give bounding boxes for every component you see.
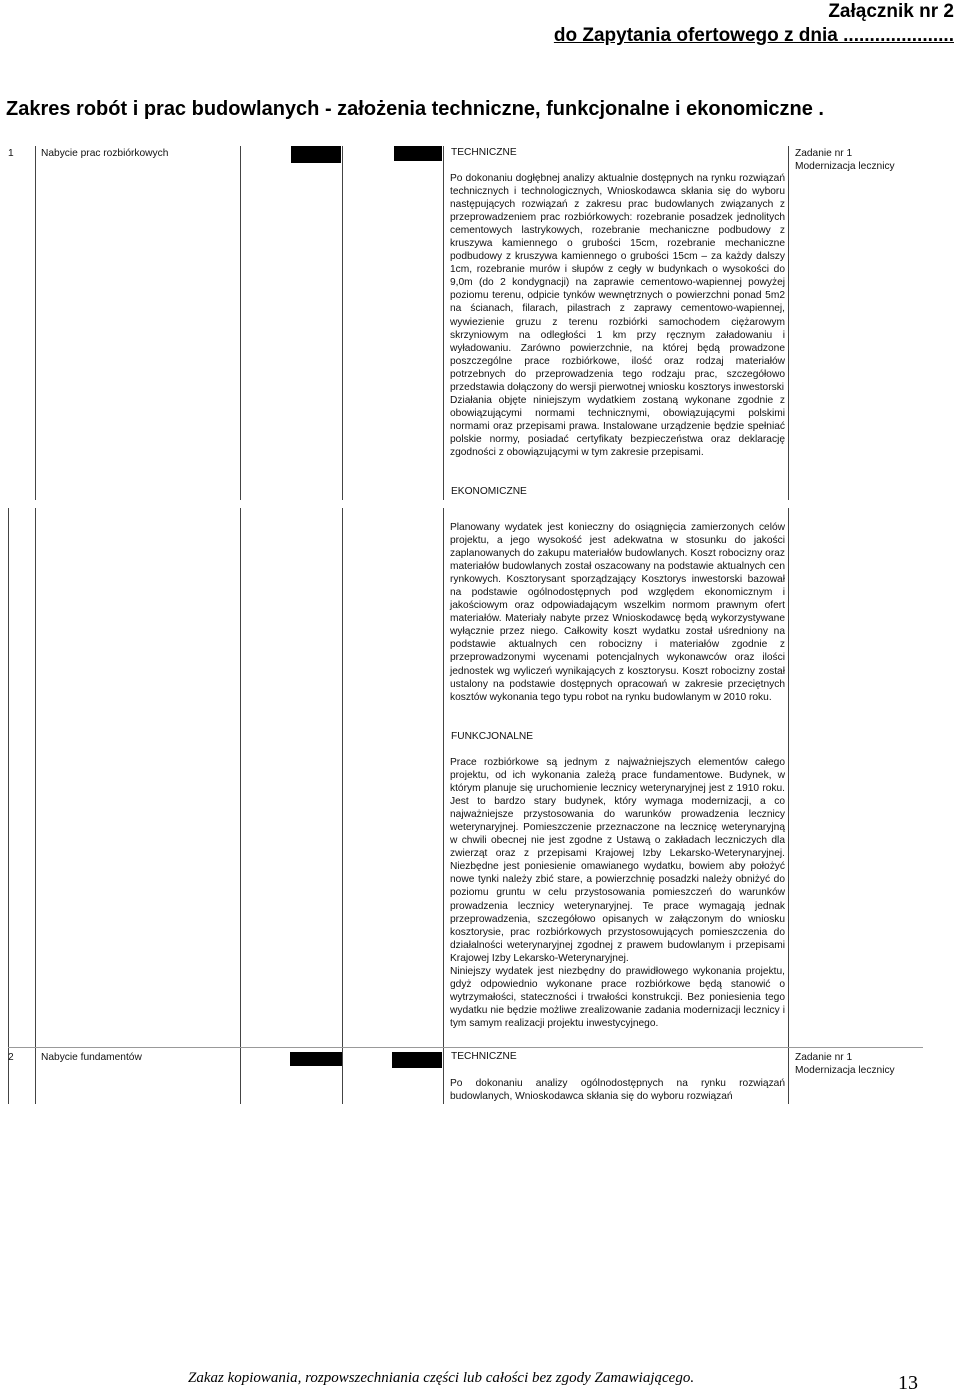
- copyright-notice: Zakaz kopiowania, rozpowszechniania części lub całości bez zgody Zamawiającego.: [188, 1370, 695, 1386]
- technical-paragraph: Po dokonaniu analizy ogólnodostępnych na rynku rozwiązań budowlanych, Wnioskodawca skłania się do wyboru rozwiązań: [450, 1078, 785, 1103]
- column-divider: [240, 146, 241, 500]
- task-number: Zadanie nr 1: [795, 148, 853, 159]
- economic-paragraph: Planowany wydatek jest konieczny do osiągnięcia zamierzonych celów projektu, a jego wysokość jest adekwatna w stosunku do jakości zaplanowanych do zakupu materiałów budowlanych. Koszt robocizny oraz materiałów budowlanych został oszacowany na podstawie aktualnych cen rynkowych. Kosztorysant sporządzający Kosztorys inwestorski bazował na podstawie ogólnodostępnych pod względem ekonomicznym i jakościowym oraz odpowiadającym wszelkim normom prawnym ofert materiałów. Materiały nabyte przez Wnioskodawcę będą wykorzystywane wyłącznie przez niego. Całkowity koszt wydatku został uśredniony na podstawie aktualnych cen robocizny i materiałów zgodnie z przeprowadzonymi wycenami potencjalnych wykonawców oraz ilości jednostek wg wyliczeń wynikających z kosztorysu. Koszt robocizny został ustalony na podstawie dostępnych opracowań w zakresie przeciętnych kosztów wykonania tego typu robot na rynku budowlanym w 2010 roku.: [450, 522, 785, 703]
- technical-label: TECHNICZNE: [451, 147, 517, 158]
- technical-description: [450, 172, 785, 459]
- task-name: Modernizacja lecznicy: [795, 161, 895, 172]
- column-divider: [35, 146, 36, 500]
- economic-description: [450, 521, 785, 704]
- column-divider: [443, 146, 444, 500]
- redaction-block: [392, 1052, 442, 1068]
- row-number: 1: [8, 148, 14, 159]
- column-divider: [788, 146, 789, 500]
- column-divider: [8, 508, 9, 1104]
- functional-description: [450, 756, 785, 1030]
- column-divider: [788, 508, 789, 1104]
- row-name: Nabycie fundamentów: [41, 1052, 142, 1063]
- column-divider: [342, 508, 343, 1104]
- functional-paragraph: Niniejszy wydatek jest niezbędny do prawidłowego wykonania projektu, gdyż odpowiednio wykonane prace rozbiórkowe będą stanowić o wytrzymałości, stateczności i trwałości konstrukcji. Bez poniesienia tego wydatku nie będzie możliwe zrealizowanie zadania modernizacji lecznicy i tym samym realizacji projektu inwestycyjnego.: [450, 965, 785, 1029]
- task-name: Modernizacja lecznicy: [795, 1065, 895, 1076]
- attachment-subtitle: do Zapytania ofertowego z dnia .....................: [553, 25, 954, 46]
- row-number: 2: [8, 1052, 14, 1063]
- technical-description: [450, 1077, 785, 1103]
- redaction-block: [291, 146, 341, 163]
- redaction-block: [394, 146, 442, 161]
- page-number: 13: [898, 1372, 918, 1394]
- attachment-title: Załącznik nr 2: [828, 1, 954, 22]
- column-divider: [240, 508, 241, 1104]
- row-divider: [8, 1047, 923, 1048]
- column-divider: [35, 508, 36, 1104]
- page-heading: Zakres robót i prac budowlanych - założenia techniczne, funkcjonalne i ekonomiczne .: [6, 98, 824, 120]
- functional-label: FUNKCJONALNE: [451, 731, 534, 742]
- technical-label: TECHNICZNE: [451, 1051, 517, 1062]
- technical-paragraph: Działania objęte niniejszym wydatkiem zostaną wykonane zgodnie z obowiązującymi normami technicznymi, obowiązującymi polskimi normami oraz przepisami prawa. Instalowane urządzenie będzie spełniać polskie normy, posiadać certyfikaty bezpieczeństwa oraz deklarację zgodności z obowiązującymi w tym zakresie przepisami.: [450, 394, 785, 458]
- task-number: Zadanie nr 1: [795, 1052, 853, 1063]
- redaction-block: [290, 1052, 342, 1066]
- row-name: Nabycie prac rozbiórkowych: [41, 148, 169, 159]
- column-divider: [443, 508, 444, 1104]
- functional-paragraph: Prace rozbiórkowe są jednym z najważniejszych elementów całego projektu, od ich wykonania zależą prace fundamentowe. Budynek, w którym planuje się uruchomienie lecznicy weterynaryjnej jest z 1910 roku. Jest to bardzo stary budynek, który wymaga modernizacji, a co najważniejsze przystosowania do warunków prowadzenia lecznicy weterynaryjnej. Pomieszczenie przeznaczone na lecznicę weterynaryjną w chwili obecnej nie jest zgodne z Ustawą o zakładach leczniczych dla zwierząt oraz z przepisami Krajowej Izby Lekarsko-Weterynaryjnej. Niezbędne jest poniesienie omawianego wydatku, bowiem aby położyć nowe tynki należy zbić stare, a powierzchnię posadzki należy obniżyć do poziomu gruntu w celu przystosowania pomieszczeń do warunków prowadzenia lecznicy weterynaryjnej. Te prace wymagają jednak przeprowadzenia, szczegółowo opisanych w załączonym do wniosku kosztorysie, prac rozbiórkowych przystosowujących pomieszczenia do działalności weterynaryjnej zgodnej z prawem budowlanym i przepisami Krajowej Izby Lekarsko-Weterynaryjnej.: [450, 757, 785, 964]
- technical-paragraph: Po dokonaniu dogłębnej analizy aktualnie dostępnych na rynku rozwiązań technicznych i technologicznych, Wnioskodawca skłania się do wyboru następujących rozwiązań z zakresu prac budowlanych związanych z przeprowadzeniem prac rozbiórkowych: rozebranie posadzek jednolitych cementowych lastrykowych, rozebranie mechaniczne podbudowy z kruszywa kamiennego o grubości 15cm, rozebranie mechaniczne podbudowy z kruszywa kamiennego o grubości 15cm – za każdy dalszy 1cm, rozebranie murów i słupów z cegły w budynkach o wysokości do 9,0m (do 2 kondygnacji) na zaprawie cementowo-wapiennej powyżej poziomu terenu, odpicie tynków wewnętrznych o powierzchni ponad 5m2 na ścianach, filarach, pilastrach z zaprawy cementowo-wapiennej, wywiezienie gruzu z terenu rozbiórki samochodem ciężarowym skrzyniowym na odległości 1 km przy ręcznym załadowaniu i wyładowaniu. Zarówno powierzchnie, na której będą prowadzone poszczególne prace rozbiórkowe, ilość oraz rodzaj materiałów potrzebnych do przeprowadzenia tego rodzaju prac, szczegółowo przedstawia dołączony do wersji pierwotnej wniosku kosztorys inwestorski: [450, 173, 785, 393]
- column-divider: [342, 146, 343, 500]
- economic-label: EKONOMICZNE: [451, 486, 527, 497]
